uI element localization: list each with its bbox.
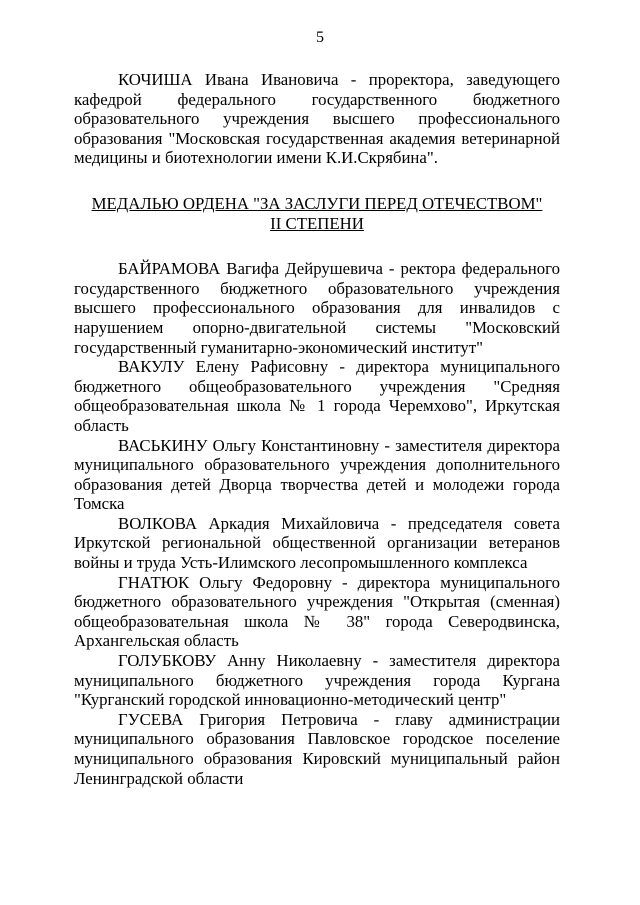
section-heading-line-2: II СТЕПЕНИ xyxy=(270,213,364,233)
section-heading xyxy=(74,194,560,233)
award-entry-vakula: ВАКУЛУ Елену Рафисовну - директора муниципального бюджетного общеобразовательного учреждения "Средняя общеобразовательная школа № 1 города Черемхово", Иркутская область xyxy=(74,357,560,435)
page-number: 5 xyxy=(316,29,324,46)
document-body xyxy=(74,70,560,788)
award-entry-volkov: ВОЛКОВА Аркадия Михайловича - председателя совета Иркутской региональной общественной организации ветеранов войны и труда Усть-Илимского лесопромышленного комплекса xyxy=(74,513,560,573)
award-entry-bayramov: БАЙРАМОВА Вагифа Дейрушевича - ректора федерального государственного бюджетного образовательного учреждения высшего профессионального образования для инвалидов с нарушением опорно-двигательной системы "Московский государственный гуманитарно-экономический институт" xyxy=(74,259,560,357)
award-entry-gusev: ГУСЕВА Григория Петровича - главу администрации муниципального образования Павловское городское поселение муниципального образования Кировский муниципальный район Ленинградской области xyxy=(74,709,560,788)
award-entry-golubkova: ГОЛУБКОВУ Анну Николаевну - заместителя директора муниципального бюджетного учреждения города Кургана "Курганский городской инновационно-методический центр" xyxy=(74,651,560,710)
award-entry-gnatyuk: ГНАТЮК Ольгу Федоровну - директора муниципального бюджетного образовательного учреждения "Открытая (сменная) общеобразовательная школа № 38" города Северодвинска, Архангельская область xyxy=(74,572,560,651)
award-entry-kochisha: КОЧИША Ивана Ивановича - проректора, заведующего кафедрой федерального государственного бюджетного образовательного учреждения высшего профессионального образования "Московская государственная академия ветеринарной медицины и биотехнологии имени К.И.Скрябина". xyxy=(74,70,560,168)
section-heading-line-1: МЕДАЛЬЮ ОРДЕНА "ЗА ЗАСЛУГИ ПЕРЕД ОТЕЧЕСТВОМ" xyxy=(91,193,543,213)
award-entry-vaskina: ВАСЬКИНУ Ольгу Константиновну - заместителя директора муниципального образовательного учреждения дополнительного образования детей Дворца творчества детей и молодежи города Томска xyxy=(74,435,560,514)
